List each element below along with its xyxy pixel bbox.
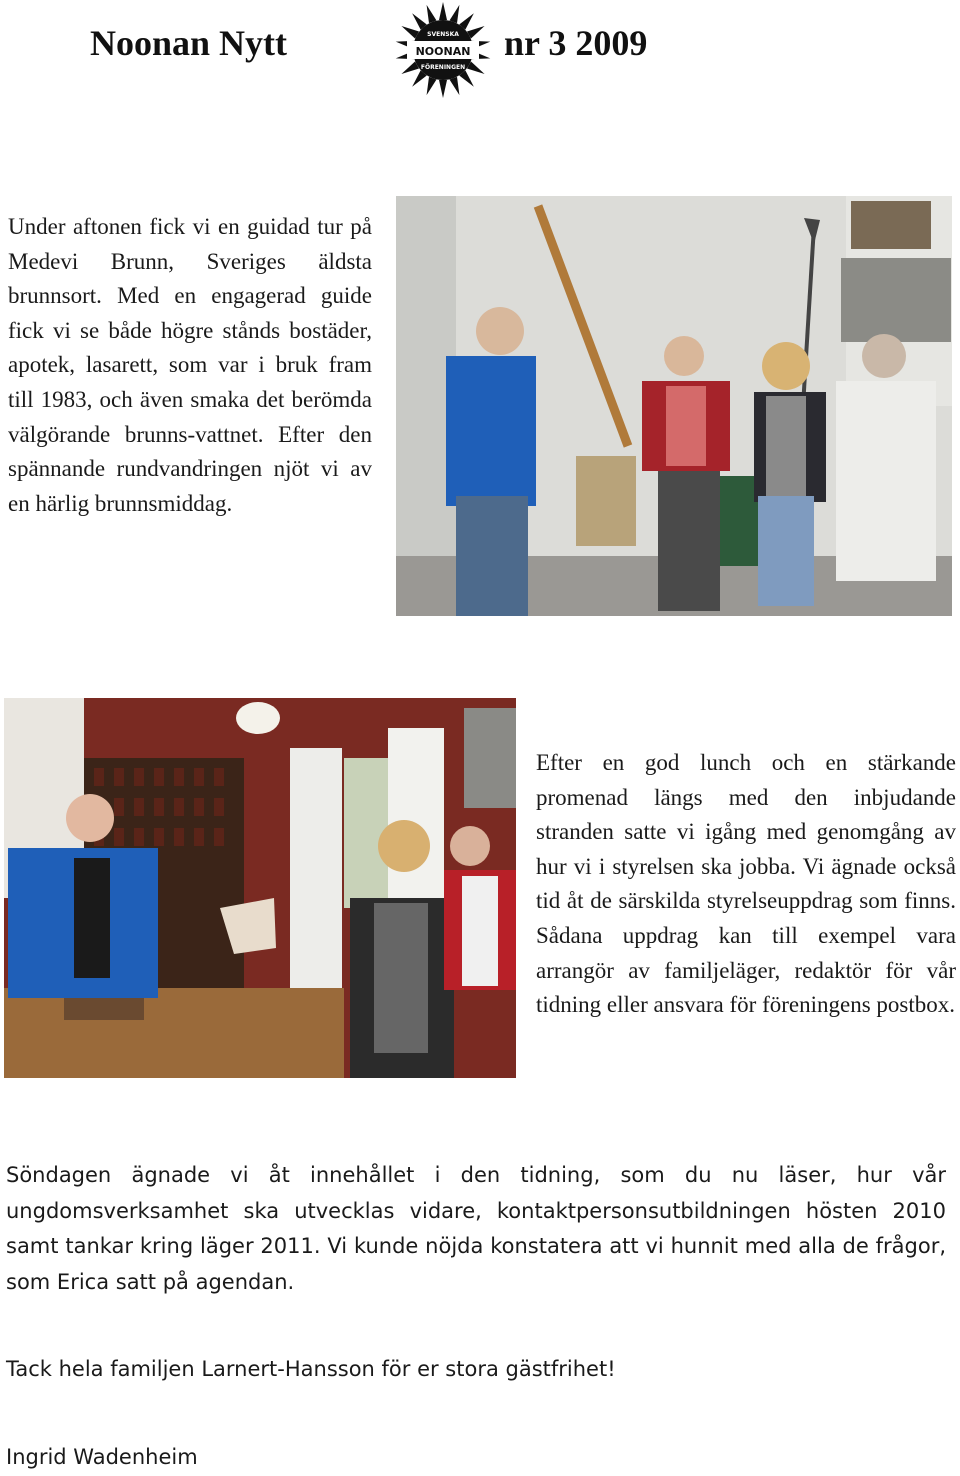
author-signature: Ingrid Wadenheim <box>6 1445 198 1469</box>
svg-text:FÖRENINGEN: FÖRENINGEN <box>420 64 466 71</box>
paragraph-medevi-tour: Under aftonen fick vi en guidad tur på Medevi Brunn, Sveriges äldsta brunnsort. Med en engagerad guide fick vi se både högre stånds bostäder, apotek, lasarett, som var i bruk fram till 1983, och även smaka det berömda välgörande brunns-vattnet. Efter den spännande rundvandringen njöt vi av en härlig brunnsmiddag. <box>8 214 372 516</box>
photo-apothecary <box>4 698 516 1078</box>
noonan-logo <box>388 0 498 100</box>
newsletter-title: Noonan Nytt <box>90 23 288 63</box>
svg-text:SVENSKA: SVENSKA <box>427 31 459 38</box>
svg-text:NOONAN: NOONAN <box>415 45 471 58</box>
paragraph-board-work: Efter en god lunch och en stärkande promenad längs med den inbjudande stranden satte vi igång med genomgång av hur vi i styrelsen ska jobba. Vi ägnade också tid åt de särskilda styrelseuppdrag som finns. Sådana uppdrag kan till exempel vara arrangör av familjeläger, redaktör för vår tidning eller ansvara för föreningens postbox. <box>536 750 956 1018</box>
issue-number: nr 3 2009 <box>504 23 648 63</box>
thanks-line: Tack hela familjen Larnert-Hansson för er stora gästfrihet! <box>6 1357 616 1381</box>
paragraph-sunday: Söndagen ägnade vi åt innehållet i den tidning, som du nu läser, hur vår ungdomsverksamhet ska utvecklas vidare, kontaktpersonsutbildningen hösten 2010 samt tankar kring läger 2011. Vi kunde nöjda konstatera att vi hunnit med alla de frågor, som Erica satt på agendan. <box>6 1163 946 1294</box>
photo-medevi-spring <box>396 196 952 616</box>
